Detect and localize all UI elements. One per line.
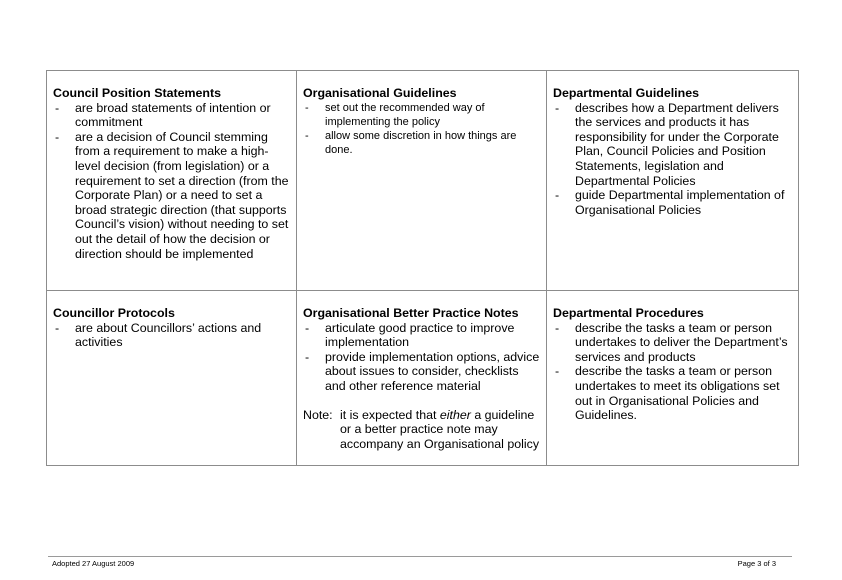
note-label: Note: <box>303 407 333 422</box>
dash-marker: - <box>55 320 60 335</box>
cell-title: Organisational Better Practice Notes <box>303 306 519 320</box>
list-item <box>53 321 290 350</box>
list-item <box>303 129 540 157</box>
dash-marker: - <box>305 320 310 335</box>
list-item <box>553 321 792 365</box>
table-row <box>47 291 799 466</box>
dash-marker: - <box>555 100 560 115</box>
cell-organisational-better-practice-notes <box>297 291 547 466</box>
note-emphasis: either <box>439 407 471 422</box>
bullet-list <box>303 101 540 157</box>
table-row <box>47 71 799 291</box>
cell-title: Councillor Protocols <box>53 306 175 320</box>
dash-marker: - <box>305 349 310 364</box>
note-text-end: a guideline or a better practice note may accompany an Organisational policy <box>340 407 540 451</box>
list-item-text: articulate good practice to improve implementation <box>325 320 515 350</box>
list-item <box>303 101 540 129</box>
list-item-text: set out the recommended way of implementing the policy <box>325 101 485 128</box>
cell-departmental-procedures <box>547 291 799 466</box>
dash-marker: - <box>555 364 560 379</box>
cell-departmental-guidelines <box>547 71 799 291</box>
note-text <box>340 408 540 452</box>
bullet-list <box>53 101 290 262</box>
list-item <box>553 101 792 189</box>
cell-title: Departmental Guidelines <box>553 86 699 100</box>
bullet-list <box>53 321 290 350</box>
footer-adopted-date: Adopted 27 August 2009 <box>52 559 135 568</box>
list-item <box>303 350 540 394</box>
list-item <box>53 130 290 261</box>
list-item-text: describes how a Department delivers the services and products it has responsibility for under the Corporate Plan, Council Policies and Position Statements, legislation and Departmental Policies <box>575 100 779 188</box>
cell-councillor-protocols <box>47 291 297 466</box>
bullet-list <box>303 321 540 394</box>
list-item <box>553 364 792 422</box>
list-item-text: are broad statements of intention or commitment <box>75 100 271 130</box>
dash-marker: - <box>555 320 560 335</box>
dash-marker: - <box>55 129 60 144</box>
list-item-text: are a decision of Council stemming from a requirement to make a high-level decision (from legislation) or a requirement to set a direction (from the Corporate Plan) or a need to set a broad strategic direction (that supports Council’s vision) without needing to set out the detail of how the decision or direction should be implemented <box>75 129 289 261</box>
footer-divider <box>48 556 792 557</box>
cell-council-position-statements <box>47 71 297 291</box>
bullet-list <box>553 101 792 218</box>
cell-title: Organisational Guidelines <box>303 86 457 100</box>
list-item <box>553 188 792 217</box>
list-item <box>303 321 540 350</box>
dash-marker: - <box>55 100 60 115</box>
list-item <box>53 101 290 130</box>
footer-page-number: Page 3 of 3 <box>737 559 776 568</box>
cell-organisational-guidelines <box>297 71 547 291</box>
list-item-text: provide implementation options, advice about issues to consider, checklists and other reference material <box>325 349 540 393</box>
cell-title: Departmental Procedures <box>553 306 704 320</box>
note-paragraph <box>303 408 540 452</box>
note-text-start: it is expected that <box>340 407 440 422</box>
list-item-text: describe the tasks a team or person undertakes to meet its obligations set out in Organisational Policies and Guidelines. <box>575 364 780 423</box>
list-item-text: allow some discretion in how things are done. <box>325 129 517 156</box>
dash-marker: - <box>305 129 309 142</box>
list-item-text: guide Departmental implementation of Organisational Policies <box>575 188 785 217</box>
bullet-list <box>553 321 792 423</box>
dash-marker: - <box>305 101 309 114</box>
list-item-text: are about Councillors’ actions and activities <box>75 320 262 350</box>
policy-framework-table <box>46 70 799 466</box>
list-item-text: describe the tasks a team or person undertakes to deliver the Department’s services and products <box>575 320 788 364</box>
dash-marker: - <box>555 188 560 203</box>
cell-title: Council Position Statements <box>53 86 221 100</box>
